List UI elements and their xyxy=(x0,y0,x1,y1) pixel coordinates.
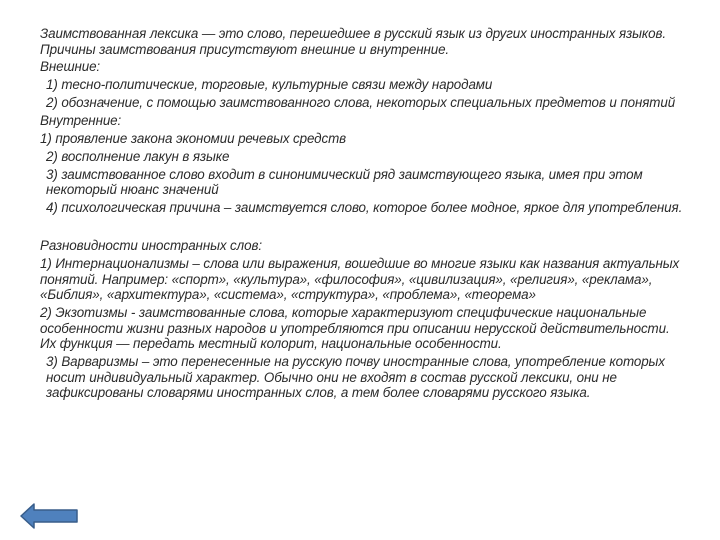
spacer xyxy=(40,218,688,238)
external-item-2: 2) обозначение, с помощью заимствованного слова, некоторых специальных предметов и понятий xyxy=(46,95,676,111)
internal-item-3: 3) заимствованное слово входит в синонимический ряд заимствующего языка, имея при этом некоторый нюанс значений xyxy=(46,166,643,198)
back-button[interactable] xyxy=(20,503,78,529)
types-item-1: 1) Интернационализмы – слова или выражения, вошедшие во многие языки как названия актуальных понятий. Например: «спорт», «культура», «философия», «цивилизация», «религия», «реклама», «Библия», «архитектура», «система», «структура», «проблема», «теорема» xyxy=(40,256,680,303)
internal-item-4: 4) психологическая причина – заимствуется слово, которое более модное, яркое для употребления. xyxy=(46,200,683,216)
external-item-1: 1) тесно-политические, торговые, культурные связи между народами xyxy=(46,77,493,93)
types-item-2: 2) Экзотизмы - заимствованные слова, которые характеризуют специфические национальные особенности жизни разных народов и употребляются при описании нерусской действительности. Их функция — передать местный колорит, национальные особенности. xyxy=(40,305,670,352)
types-heading: Разновидности иностранных слов: xyxy=(40,238,262,254)
internal-heading: Внутренние: xyxy=(40,113,122,129)
slide-text xyxy=(40,26,688,403)
external-heading: Внешние: xyxy=(40,59,101,75)
types-item-3: 3) Варваризмы – это перенесенные на русскую почву иностранные слова, употребление которых носит индивидуальный характер. Обычно они не входят в состав русской лексики, они не зафиксированы словарями иностранных слов, а тем более словарями русского языка. xyxy=(46,354,665,401)
definition-paragraph: Заимствованная лексика — это слово, перешедшее в русский язык из других иностранных языков. Причины заимствования присутствуют внешние и внутренние. xyxy=(40,26,666,57)
internal-item-2: 2) восполнение лакун в языке xyxy=(46,148,230,164)
left-arrow-icon xyxy=(20,503,78,529)
internal-item-1: 1) проявление закона экономии речевых средств xyxy=(40,131,347,147)
